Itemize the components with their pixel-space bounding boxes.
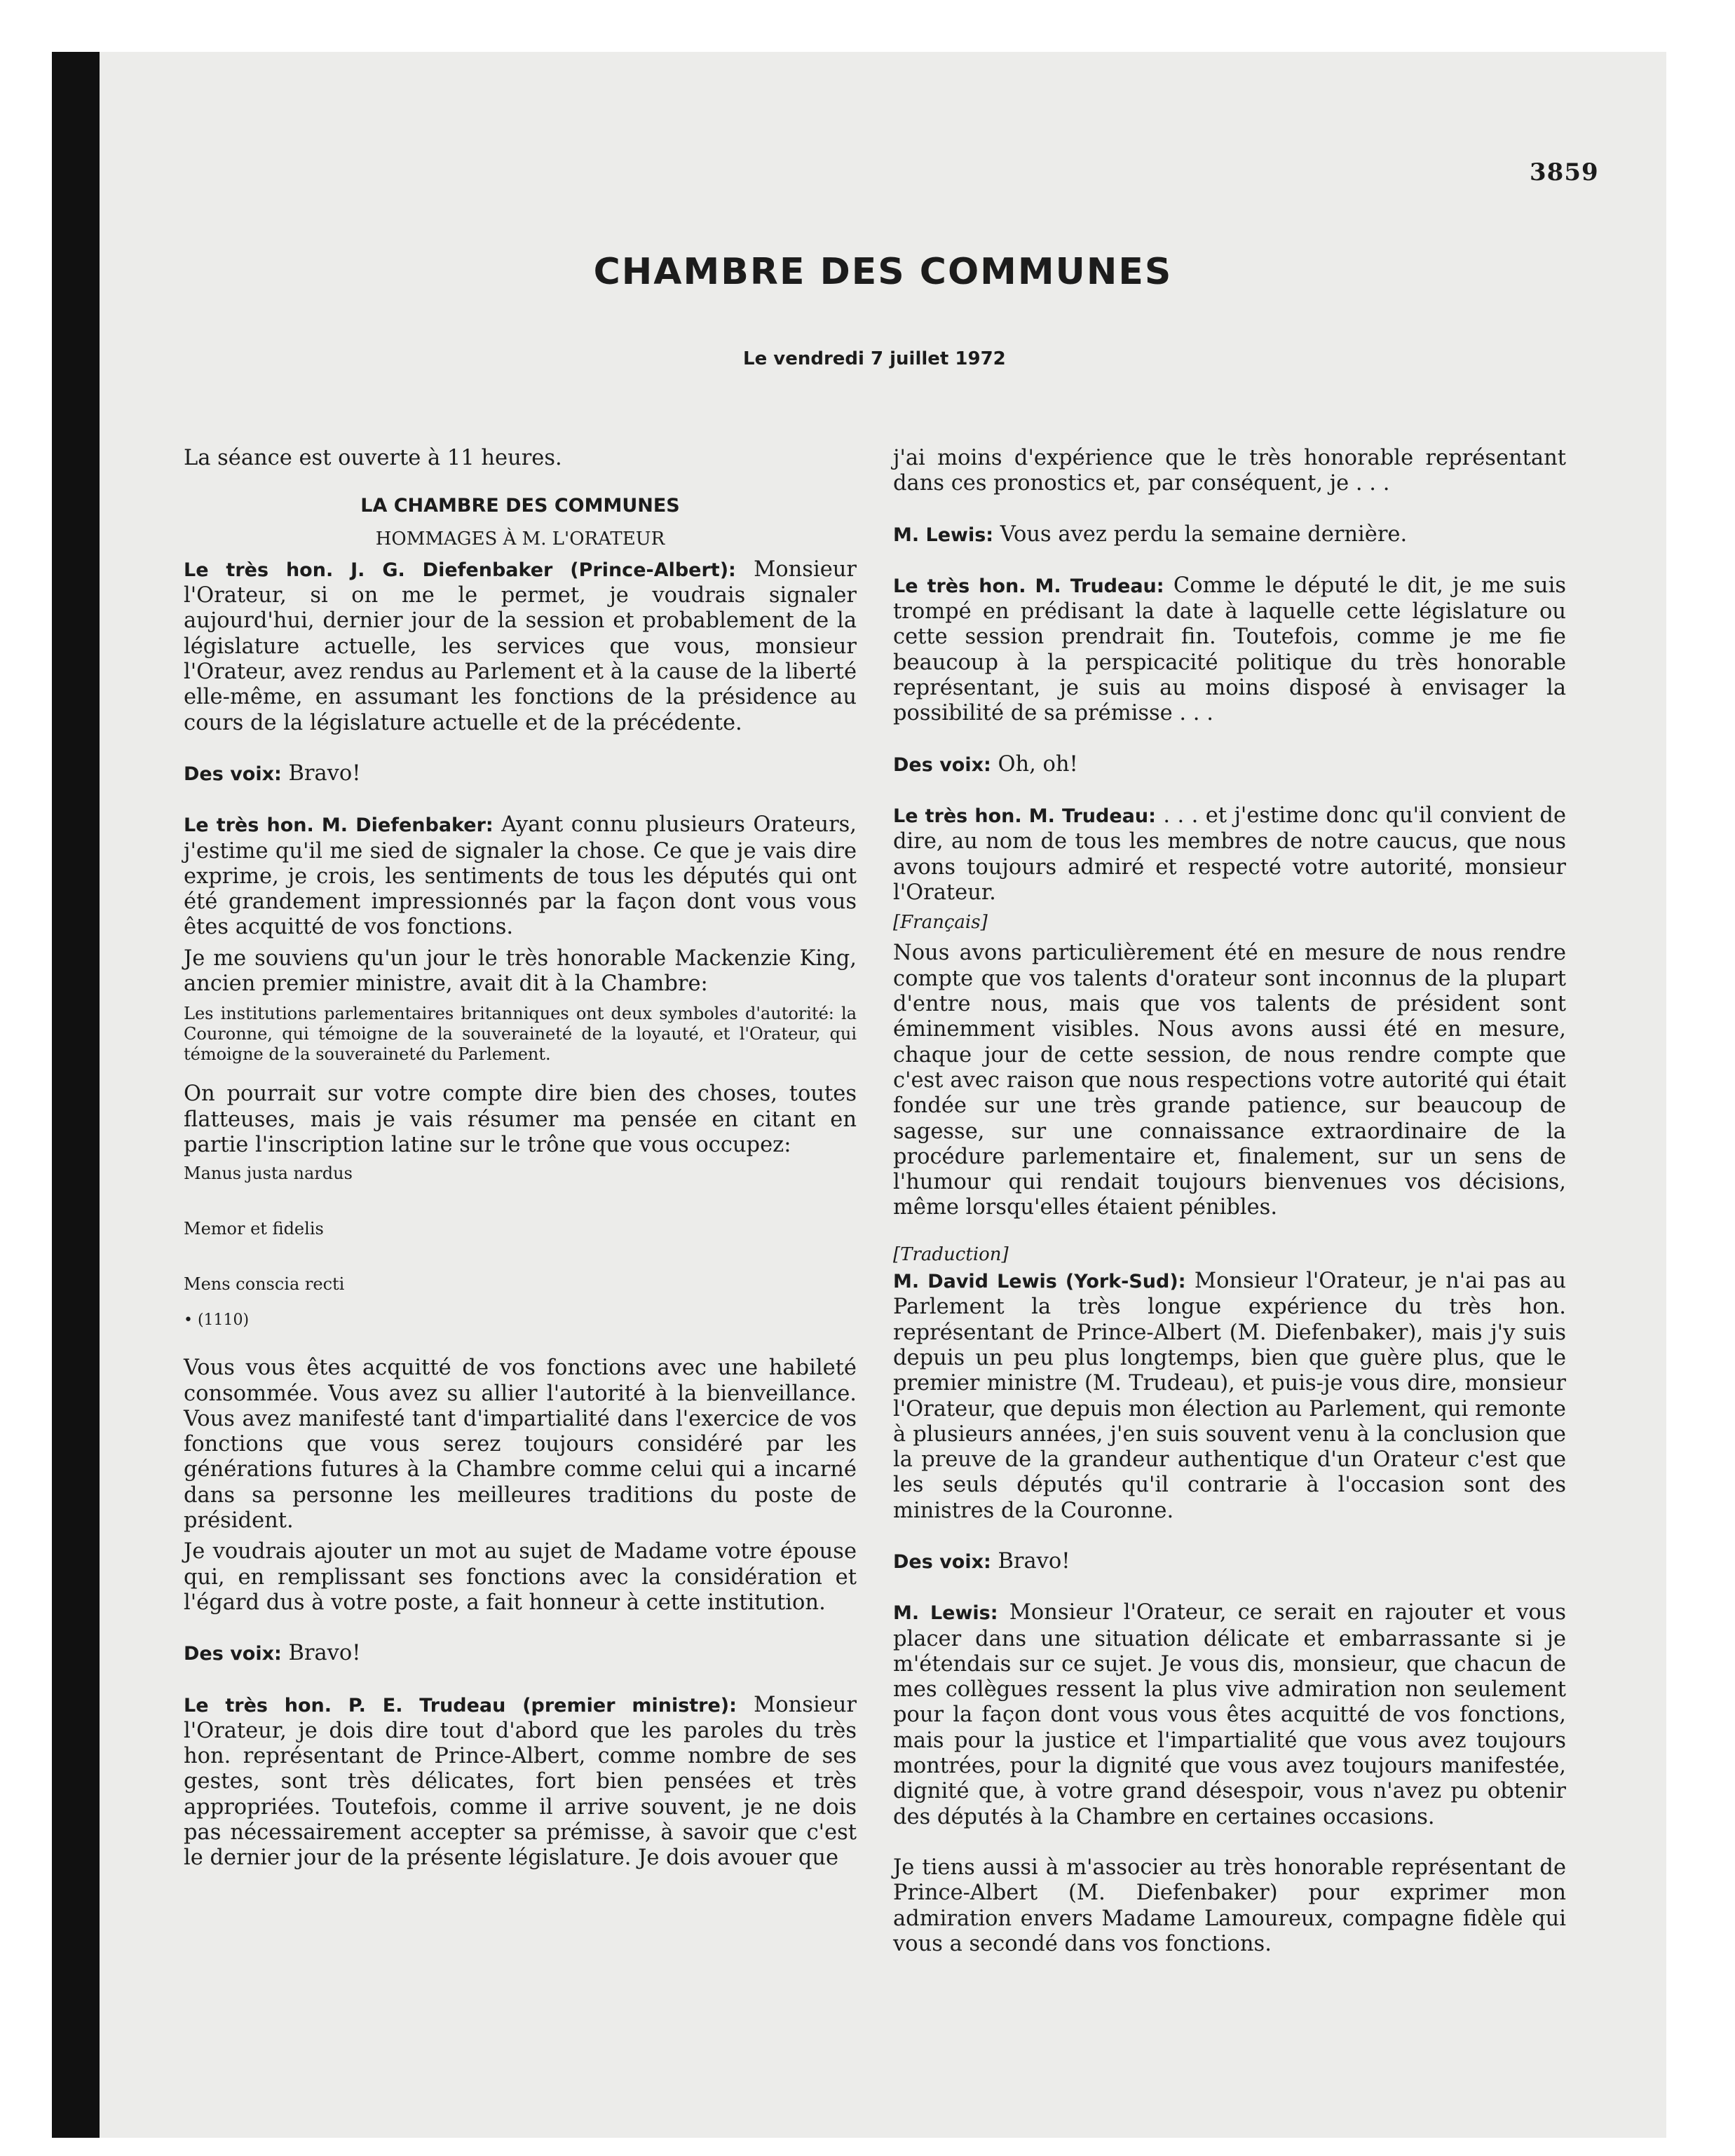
speech-paragraph: On pourrait sur votre compte dire bien des choses, toutes flatteuses, mais je vais résumer ma pensée en citant en partie l'inscription latine sur le trône que vous occupez: [184, 1082, 857, 1157]
speech-paragraph [893, 1269, 1566, 1524]
speech-text: Bravo! [281, 760, 361, 786]
speaker-name: Le très hon. P. E. Trudeau (premier ministre): [184, 1694, 737, 1717]
speech-text: Bravo! [281, 1641, 361, 1666]
speech-paragraph [893, 752, 1566, 778]
right-column [893, 446, 1566, 1957]
speech-paragraph [893, 522, 1566, 548]
speech-text: . . . et j'estime donc qu'il convient de dire, au nom de tous les membres de notre caucus, que nous avons toujours admiré et respecté votre autorité, monsieur l'Orateur. [893, 803, 1566, 905]
scan-margin [52, 52, 100, 2138]
speech-text: Monsieur l'Orateur, je dois dire tout d'abord que les paroles du très hon. représentant de Prince-Albert, comme nombre de ses gestes, sont très délicates, fort bien pensées et très appropriées. Toutefois, comme il arrive souvent, je ne dois pas nécessairement accepter sa prémisse, à savoir que c'est le dernier jour de la présente législature. Je dois avouer que [184, 1692, 857, 1871]
speaker-name: Le très hon. M. Trudeau: [893, 575, 1164, 597]
section-subheading: HOMMAGES À M. L'ORATEUR [375, 528, 665, 550]
speaker-name: M. Lewis: [893, 1602, 998, 1625]
language-tag: [Français] [893, 912, 988, 934]
speech-text: Ayant connu plusieurs Orateurs, j'estime qu'il me sied de signaler la chose. Ce que je vais dire exprime, je crois, les sentiments de tous les députés qui ont été grandement impressionnés par la façon dont vous vous êtes acquitté de vos fonctions. [184, 812, 857, 940]
latin-line: Mens conscia recti [184, 1274, 345, 1295]
speaker-name: Des voix: [184, 763, 282, 785]
speaker-name: Le très hon. M. Diefenbaker: [184, 814, 494, 837]
speech-text: Monsieur l'Orateur, je n'ai pas au Parlement la très longue expérience du très hon. représentant de Prince-Albert (M. Diefenbaker), mais j'y suis depuis un peu plus longtemps, bien que guère plus, que le premier ministre (M. Trudeau), et puis-je vous dire, monsieur l'Orateur, que depuis mon élection au Parlement, qui remonte à plusieurs années, j'en suis souvent venu à la conclusion que la preuve de la grandeur authentique d'un Orateur c'est que les seuls députés qu'il contrarie à l'occasion sont des ministres de la Couronne. [893, 1269, 1567, 1523]
speech-paragraph [184, 557, 857, 736]
latin-line: Memor et fidelis [184, 1219, 324, 1239]
speech-paragraph [184, 1641, 857, 1667]
sitting-date: Le vendredi 7 juillet 1972 [743, 348, 1006, 369]
speaker-name: Des voix: [893, 753, 991, 776]
speech-text: Monsieur l'Orateur, ce serait en rajouter et vous placer dans une situation délicate et embarrassante si je m'étendais sur ce sujet. Je vous dis, monsieur, que chacun de mes collègues ressent la plus vive admiration non seulement pour la façon dont vous vous êtes acquitté de vos fonctions, mais pour la justice et l'impartialité que vous avez toujours montrées, pour la dignité que vous avez toujours manifestée, dignité que, à votre grand désespoir, vous n'avez pu obtenir des députés à la Chambre en certaines occasions. [893, 1600, 1566, 1829]
page-number: 3859 [1530, 158, 1599, 186]
speaker-name: Des voix: [893, 1550, 991, 1573]
opening-line: La séance est ouverte à 11 heures. [184, 446, 562, 470]
speech-paragraph: Nous avons particulièrement été en mesure de nous rendre compte que vos talents d'orateur sont inconnus de la plupart d'entre nous, mais que vos talents de président sont éminemment visibles. Nous avons aussi été en mesure, chaque jour de cette session, de nous rendre compte que c'est avec raison que nous respections votre autorité qui était fondée sur une très grande patience, sur beaucoup de sagesse, sur une connaissance extraordinaire de la procédure parlementaire et, finalement, sur un sens de l'humour qui rendait toujours bienvenues vos décisions, même lorsqu'elles étaient pénibles. [893, 941, 1566, 1220]
speech-paragraph: j'ai moins d'expérience que le très honorable représentant dans ces pronostics et, par conséquent, je . . . [893, 446, 1566, 496]
speaker-name: Le très hon. J. G. Diefenbaker (Prince-Albert): [184, 559, 736, 581]
speech-paragraph: Je tiens aussi à m'associer au très honorable représentant de Prince-Albert (M. Diefenbaker) pour exprimer mon admiration envers Madame Lamoureux, compagne fidèle qui vous a secondé dans vos fonctions. [893, 1855, 1566, 1956]
speech-paragraph [893, 573, 1566, 727]
speech-paragraph: Je voudrais ajouter un mot au sujet de Madame votre épouse qui, en remplissant ses fonctions avec la considération et l'égard dus à votre poste, a fait honneur à cette institution. [184, 1539, 857, 1615]
speaker-name: M. Lewis: [893, 524, 994, 546]
speech-text: Vous avez perdu la semaine dernière. [993, 521, 1408, 547]
speech-paragraph: Je me souviens qu'un jour le très honorable Mackenzie King, ancien premier ministre, avait dit à la Chambre: [184, 946, 857, 997]
speech-paragraph [184, 761, 857, 787]
speaker-name: Des voix: [184, 1643, 282, 1665]
speech-paragraph [184, 812, 857, 940]
speaker-name: M. David Lewis (York-Sud): [893, 1271, 1186, 1293]
quotation: Les institutions parlementaires britanniques ont deux symboles d'autorité: la Couronne, qui témoigne de la souveraineté de la loyauté, et l'Orateur, qui témoigne de la souveraineté du Parlement. [184, 1004, 857, 1065]
speech-text: Comme le député le dit, je me suis trompé en prédisant la date à laquelle cette législature ou cette session prendrait fin. Toutefois, comme je me fie beaucoup à la perspicacité politique du très honorable représentant, je suis au moins disposé à envisager la possibilité de sa prémisse . . . [893, 573, 1566, 726]
speech-paragraph [893, 803, 1566, 906]
speech-paragraph: Vous vous êtes acquitté de vos fonctions avec une habileté consommée. Vous avez su allier l'autorité à la bienveillance. Vous avez manifesté tant d'impartialité dans l'exercice de vos fonctions que vous serez toujours considéré par les générations futures à la Chambre comme celui qui a incarné dans sa personne les meilleures traditions du poste de président. [184, 1356, 857, 1534]
section-heading: LA CHAMBRE DES COMMUNES [360, 495, 680, 517]
speaker-name: Le très hon. M. Trudeau: [893, 805, 1156, 827]
speech-text: Bravo! [991, 1548, 1070, 1574]
speech-paragraph [184, 1693, 857, 1871]
speech-paragraph [893, 1549, 1566, 1575]
page-title: CHAMBRE DES COMMUNES [593, 251, 1173, 293]
latin-line: Manus justa nardus [184, 1164, 353, 1184]
time-marker: • (1110) [184, 1311, 250, 1330]
left-column [184, 446, 857, 1871]
speech-text: Monsieur l'Orateur, si on me le permet, je voudrais signaler aujourd'hui, dernier jour de la session et probablement de la législature actuelle, les services que vous, monsieur l'Orateur, avez rendus au Parlement et à la cause de la liberté elle-même, en assumant les fonctions de la présidence au cours de la législature actuelle et de la précédente. [184, 557, 857, 735]
speech-text: Oh, oh! [991, 751, 1078, 777]
language-tag: [Traduction] [893, 1243, 1009, 1265]
speech-paragraph [893, 1600, 1566, 1830]
